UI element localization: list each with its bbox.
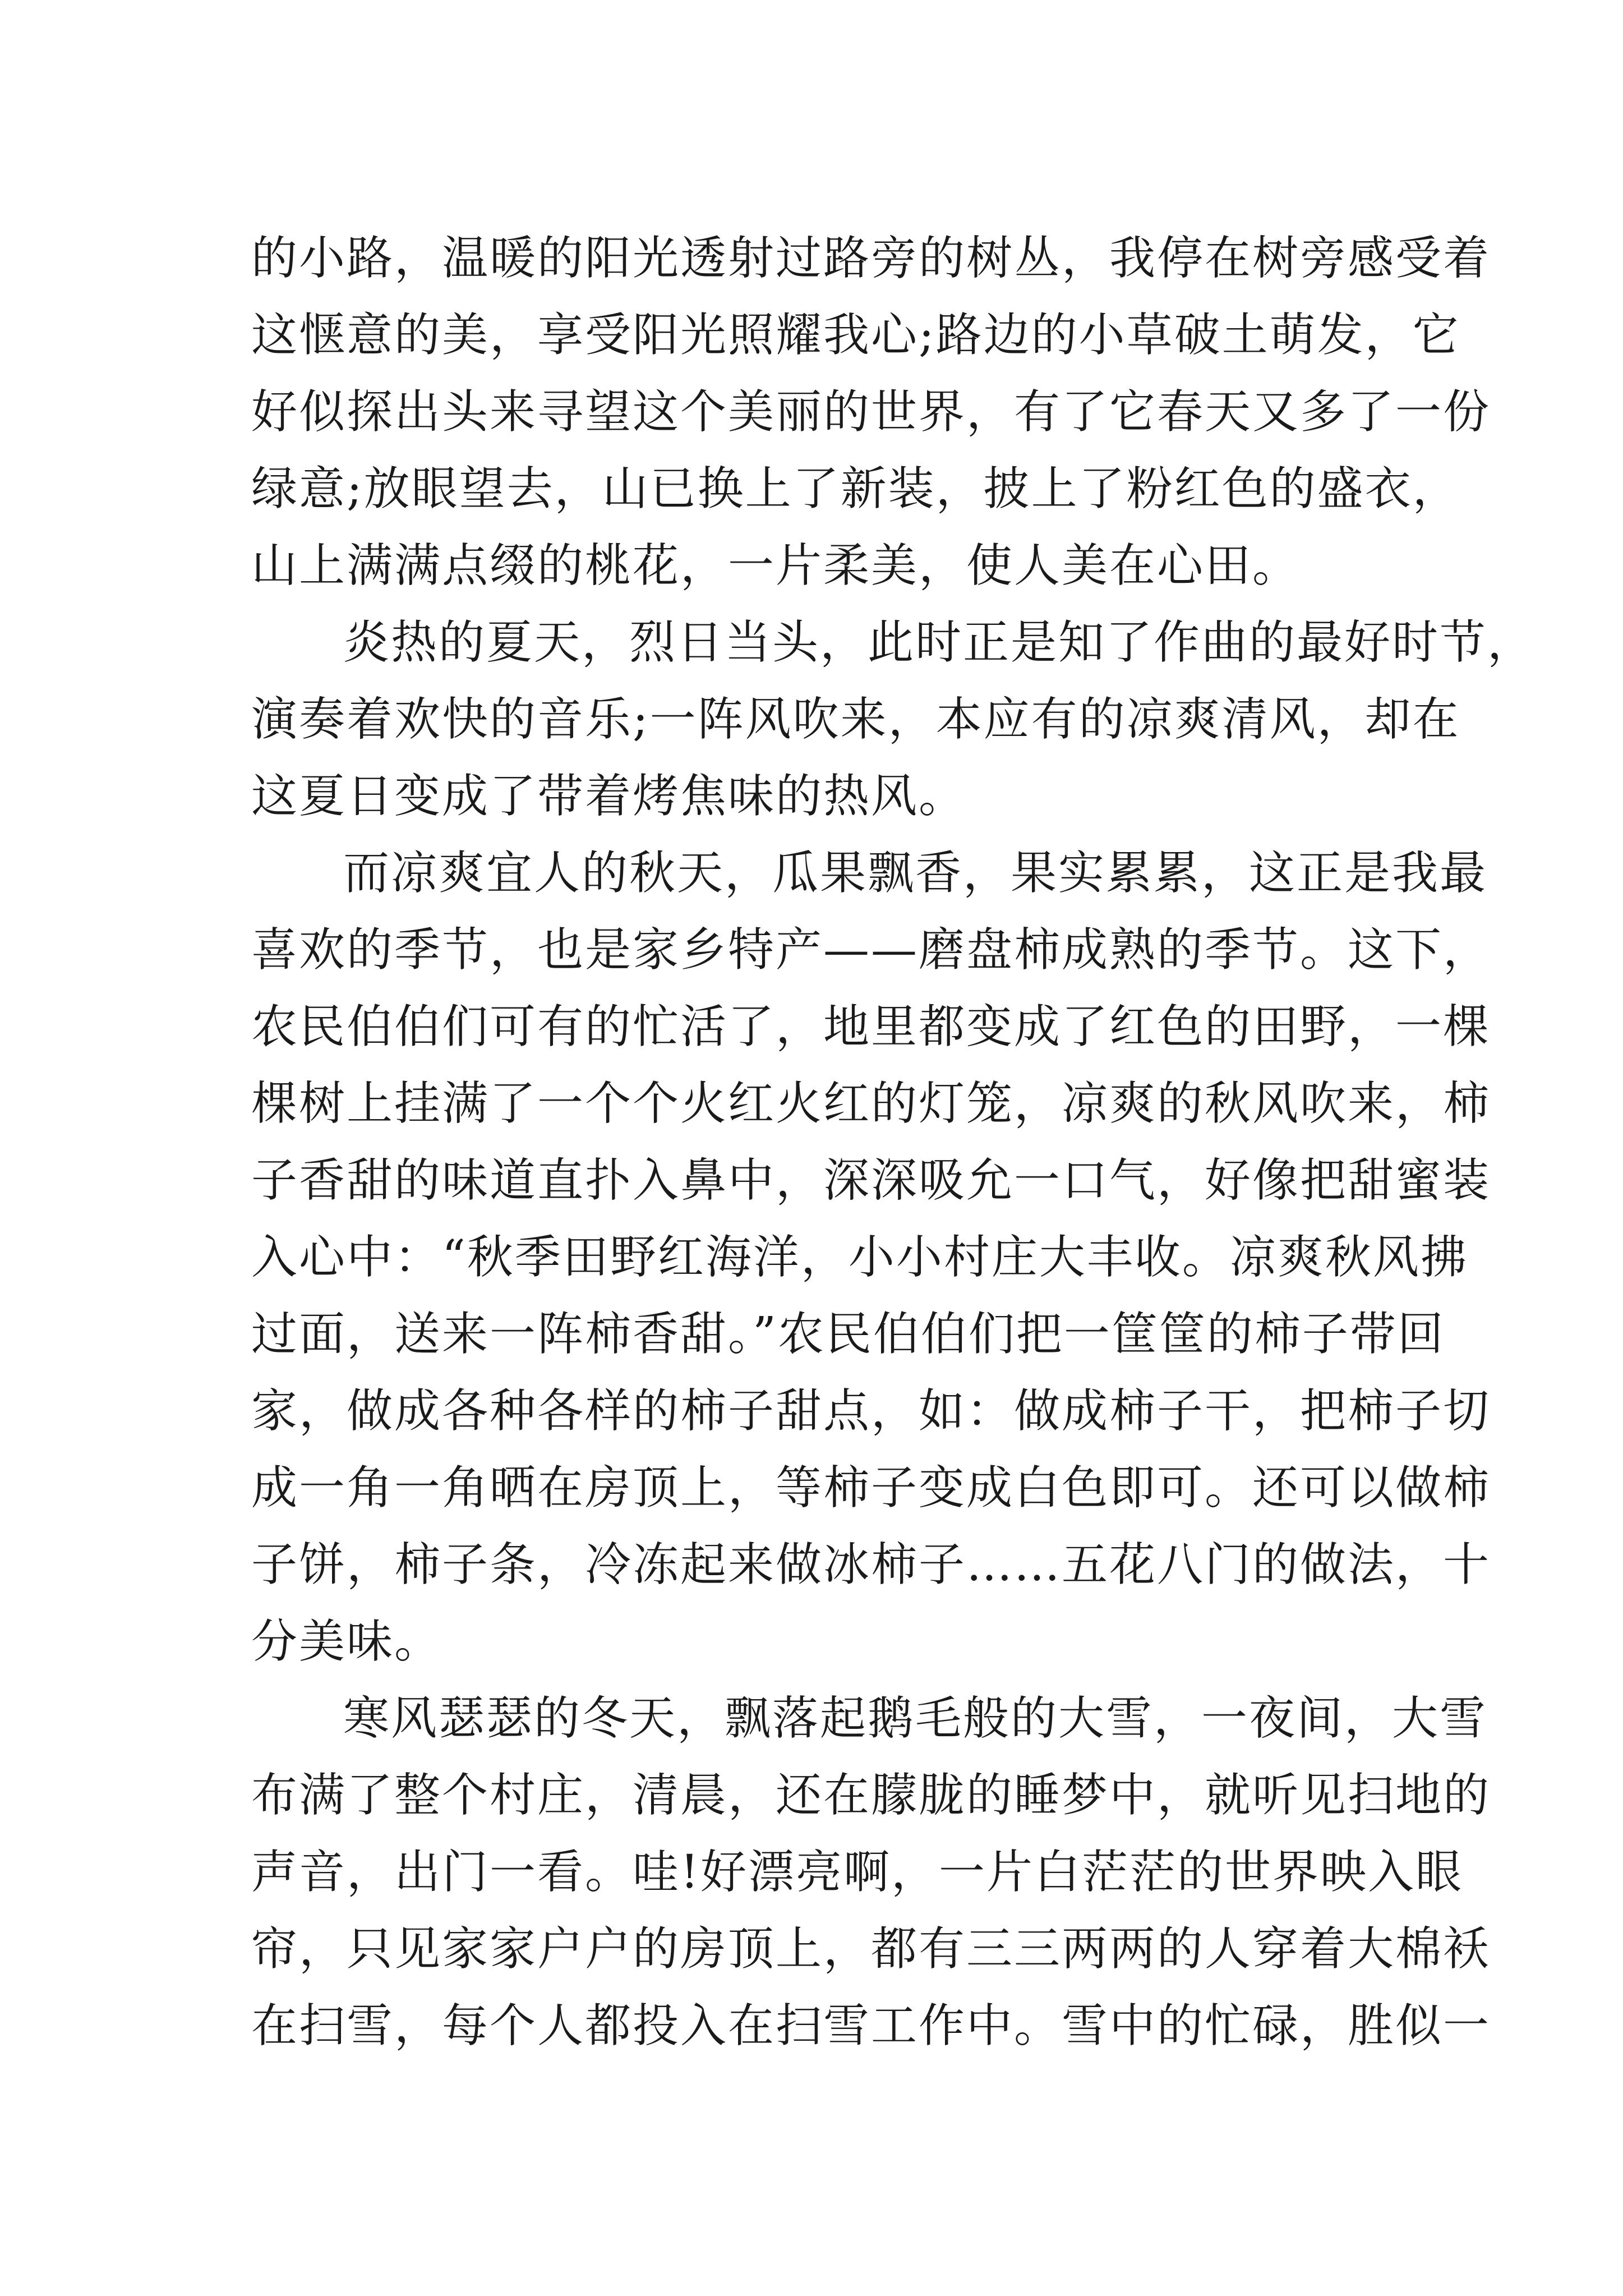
essay-body	[251, 220, 1536, 2064]
text-line: 布满了整个村庄，清晨，还在朦胧的睡梦中，就听见扫地的	[251, 1769, 1491, 1822]
text-line: 家，做成各种各样的柿子甜点，如：做成柿子干，把柿子切	[251, 1384, 1491, 1438]
text-line: 帘，只见家家户户的房顶上，都有三三两两的人穿着大棉袄	[251, 1922, 1491, 1976]
text-line: 声音，出门一看。哇!好漂亮啊，一片白茫茫的世界映入眼	[251, 1846, 1463, 1899]
text-line: 山上满满点缀的桃花，一片柔美，使人美在心田。	[251, 539, 1301, 592]
text-line: 喜欢的季节，也是家乡特产——磨盘柿成熟的季节。这下，	[251, 923, 1491, 977]
text-line: 子饼，柿子条，冷冻起来做冰柿子……五花八门的做法，十	[251, 1538, 1491, 1591]
text-line: 入心中：“秋季田野红海洋，小小村庄大丰收。凉爽秋风拂	[251, 1231, 1468, 1284]
paragraph-start-line: 寒风瑟瑟的冬天，飘落起鹅毛般的大雪，一夜间，大雪	[343, 1692, 1488, 1745]
text-line: 成一角一角晒在房顶上，等柿子变成白色即可。还可以做柿	[251, 1461, 1491, 1515]
paragraph-start-line: 而凉爽宜人的秋天，瓜果飘香，果实累累，这正是我最	[343, 846, 1488, 900]
text-line: 这夏日变成了带着烤焦味的热风。	[251, 770, 967, 823]
text-line: 这惬意的美，享受阳光照耀我心;路边的小草破土萌发，它	[251, 309, 1460, 362]
text-line: 绿意;放眼望去，山已换上了新装，披上了粉红色的盛衣，	[251, 462, 1460, 516]
text-line: 分美味。	[251, 1615, 442, 1668]
text-line: 子香甜的味道直扑入鼻中，深深吸允一口气，好像把甜蜜装	[251, 1154, 1491, 1207]
text-line: 在扫雪，每个人都投入在扫雪工作中。雪中的忙碌，胜似一	[251, 1999, 1491, 2053]
text-line: 演奏着欢快的音乐;一阵风吹来，本应有的凉爽清风，却在	[251, 693, 1460, 746]
paragraph-start-line: 炎热的夏天，烈日当头，此时正是知了作曲的最好时节，	[343, 616, 1536, 669]
text-line: 棵树上挂满了一个个火红火红的灯笼，凉爽的秋风吹来，柿	[251, 1077, 1491, 1130]
text-line: 农民伯伯们可有的忙活了，地里都变成了红色的田野，一棵	[251, 1000, 1491, 1053]
text-line: 的小路，温暖的阳光透射过路旁的树丛，我停在树旁感受着	[251, 232, 1491, 285]
text-line: 好似探出头来寻望这个美丽的世界，有了它春天又多了一份	[251, 385, 1491, 439]
text-line: 过面，送来一阵柿香甜。”农民伯伯们把一筐筐的柿子带回	[251, 1308, 1445, 1361]
